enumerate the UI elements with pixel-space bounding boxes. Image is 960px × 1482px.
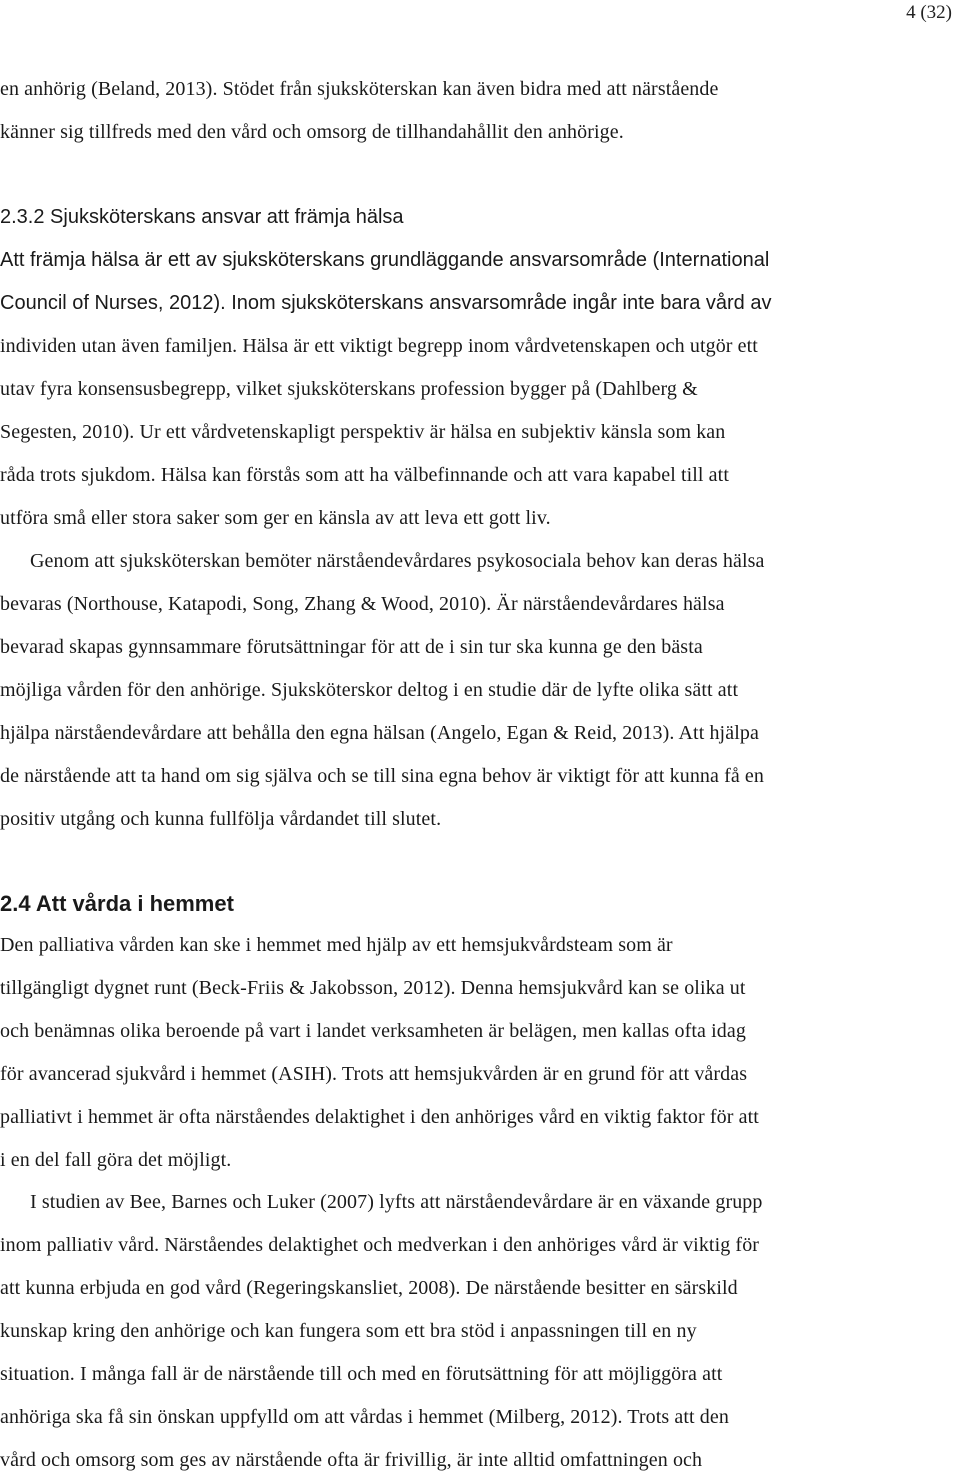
paragraph-line: att kunna erbjuda en god vård (Regeringskansliet, 2008). De närstående besitter en särskild: [0, 1277, 738, 1299]
paragraph-line: I studien av Bee, Barnes och Luker (2007) lyfts att närståendevårdare är en växande grupp: [30, 1191, 763, 1213]
paragraph-line: Den palliativa vården kan ske i hemmet med hjälp av ett hemsjukvårdsteam som är: [0, 934, 673, 956]
section-2-4-heading: 2.4 Att vårda i hemmet: [0, 891, 234, 916]
paragraph-line: vård och omsorg som ges av närstående ofta är frivillig, är inte alltid omfattningen och: [0, 1449, 703, 1471]
section-2-3-2-heading: 2.3.2 Sjuksköterskans ansvar att främja hälsa: [0, 206, 404, 228]
paragraph-line: anhöriga ska få sin önskan uppfylld om att vårdas i hemmet (Milberg, 2012). Trots att den: [0, 1406, 729, 1428]
paragraph-line: situation. I många fall är de närstående till och med en förutsättning för att möjliggöra att: [0, 1363, 723, 1385]
paragraph-line: Genom att sjuksköterskan bemöter närståendevårdares psykosociala behov kan deras hälsa: [30, 550, 765, 572]
paragraph-line: hjälpa närståendevårdare att behålla den egna hälsan (Angelo, Egan & Reid, 2013). Att hjälpa: [0, 722, 759, 744]
paragraph-line: inom palliativ vård. Närståendes delaktighet och medverkan i den anhöriges vård är viktig för: [0, 1234, 760, 1256]
paragraph-line: Council of Nurses, 2012). Inom sjuksköterskans ansvarsområde ingår inte bara vård av: [0, 292, 772, 314]
section-2-3-2-paragraph-1: [0, 239, 948, 540]
paragraph-line: individen utan även familjen. Hälsa är ett viktigt begrepp inom vårdvetenskapen och utgör ett: [0, 335, 758, 357]
paragraph-line: möjliga vården för den anhörige. Sjuksköterskor deltog i en studie där de lyfte olika sätt att: [0, 679, 739, 701]
paragraph-line: Segesten, 2010). Ur ett vårdvetenskapligt perspektiv är hälsa en subjektiv känsla som kan: [0, 421, 726, 443]
paragraph-line: bevarad skapas gynnsammare förutsättningar för att de i sin tur ska kunna ge den bästa: [0, 636, 703, 658]
paragraph-line: de närstående att ta hand om sig själva och se till sina egna behov är viktigt för att kunna få en: [0, 765, 765, 787]
paragraph-line: råda trots sjukdom. Hälsa kan förstås som att ha välbefinnande och att vara kapabel till att: [0, 464, 729, 486]
page-number: 4 (32): [906, 2, 952, 23]
paragraph-line: positiv utgång och kunna fullfölja vårdandet till slutet.: [0, 808, 442, 830]
paragraph-line: Att främja hälsa är ett av sjuksköterskans grundläggande ansvarsområde (International: [0, 249, 770, 271]
section-2-4-paragraph-2: [0, 1181, 948, 1482]
paragraph-line: kunskap kring den anhörige och kan fungera som ett bra stöd i anpassningen till en ny: [0, 1320, 697, 1342]
section-2-3-2-paragraph-2: [0, 540, 948, 841]
paragraph-line: utföra små eller stora saker som ger en känsla av att leva ett gott liv.: [0, 507, 551, 529]
intro-line-1: en anhörig (Beland, 2013). Stödet från sjuksköterskan kan även bidra med att närstående: [0, 78, 719, 100]
paragraph-line: utav fyra konsensusbegrepp, vilket sjuksköterskans profession bygger på (Dahlberg &: [0, 378, 698, 400]
paragraph-line: tillgängligt dygnet runt (Beck-Friis & Jakobsson, 2012). Denna hemsjukvård kan se olika ut: [0, 977, 746, 999]
paragraph-line: palliativt i hemmet är ofta närståendes delaktighet i den anhöriges vård en viktig faktor för att: [0, 1106, 759, 1128]
intro-line-2: känner sig tillfreds med den vård och omsorg de tillhandahållit den anhörige.: [0, 121, 624, 143]
paragraph-line: bevaras (Northouse, Katapodi, Song, Zhang & Wood, 2010). Är närståendevårdares hälsa: [0, 593, 725, 615]
paragraph-line: i en del fall göra det möjligt.: [0, 1149, 232, 1171]
paragraph-line: och benämnas olika beroende på vart i landet verksamheten är belägen, men kallas ofta idag: [0, 1020, 746, 1042]
intro-paragraph: [0, 68, 948, 154]
section-2-4-paragraph-1: [0, 924, 948, 1182]
paragraph-line: för avancerad sjukvård i hemmet (ASIH). Trots att hemsjukvården är en grund för att vårdas: [0, 1063, 748, 1085]
